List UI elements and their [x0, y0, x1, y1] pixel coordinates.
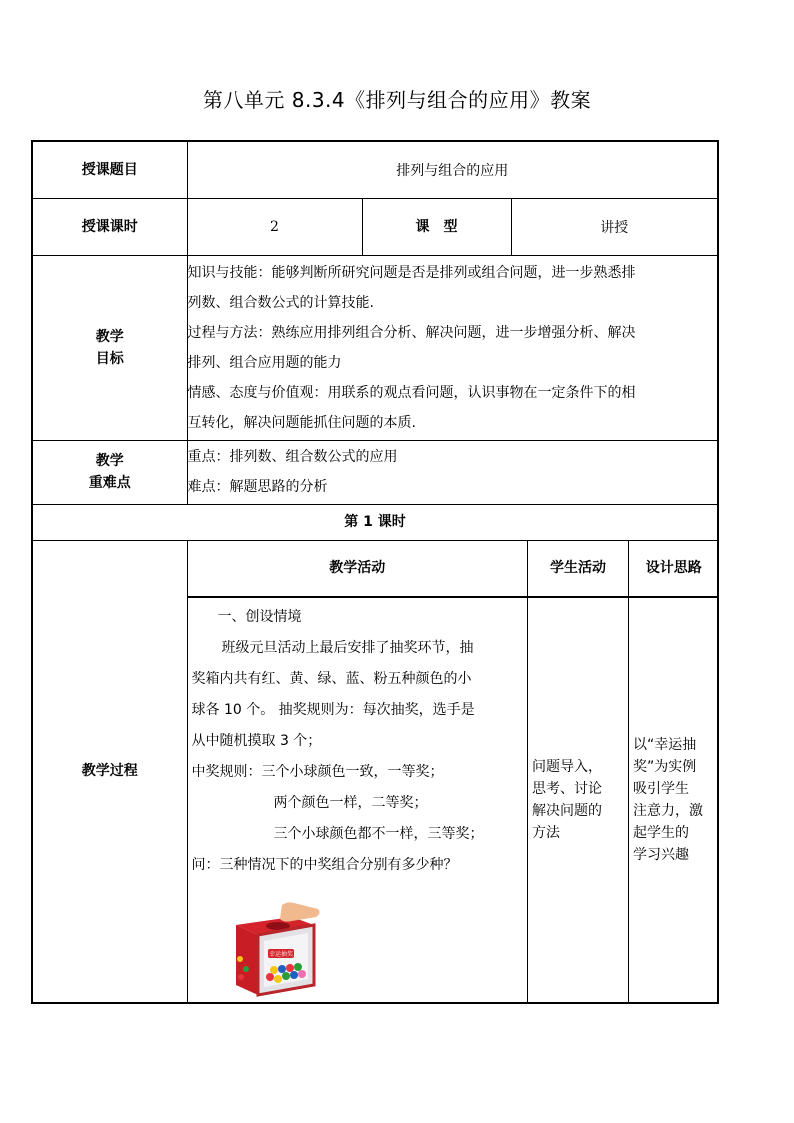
process-row [32, 540, 718, 1003]
activity-header: 教学活动 [188, 541, 528, 597]
student-line: 思考、讨论 [532, 780, 602, 797]
page-title: 第八单元 8.3.4《排列与组合的应用》教案 [202, 88, 592, 112]
lesson-plan-table [31, 140, 719, 1004]
lottery-box-image [230, 899, 320, 999]
activity-line: 中奖规则：三个小球颜色一致，一等奖； [191, 763, 444, 780]
hours-label: 授课课时 [32, 198, 187, 255]
topic-row [32, 141, 718, 198]
student-line: 解决问题的 [532, 802, 602, 819]
design-line: 起学生的 [633, 824, 689, 841]
key-point-line: 重点：排列数、组合数公式的应用 [187, 449, 398, 465]
design-line: 吸引学生 [633, 780, 689, 797]
process-label: 教学过程 [32, 540, 187, 1003]
lottery-box-icon [230, 899, 320, 999]
key-points-content [187, 440, 718, 504]
process-cell [187, 540, 718, 1003]
student-line: 方法 [532, 824, 560, 841]
goals-line: 情感、态度与价值观：用联系的观点看问题，认识事物在一定条件下的相 [187, 384, 636, 401]
activity-line: 从中随机摸取 3 个； [191, 732, 322, 749]
type-value: 讲授 [511, 198, 718, 255]
design-thinking [629, 597, 719, 1002]
activity-line: 问：三种情况下的中奖组合分别有多少种？ [191, 856, 458, 873]
session-label: 第 1 课时 [32, 504, 718, 540]
session-row [32, 504, 718, 540]
goals-line: 互转化，解决问题能抓住问题的本质. [187, 414, 416, 431]
activity-content [188, 597, 528, 1002]
student-activity [528, 597, 629, 1002]
student-header: 学生活动 [528, 541, 629, 597]
key-points-label-line2: 重难点 [88, 475, 131, 491]
goals-label [32, 255, 187, 440]
goals-line: 过程与方法：熟练应用排列组合分析、解决问题，进一步增强分析、解决 [187, 324, 636, 341]
key-points-label [32, 440, 187, 504]
type-label: 课 型 [362, 198, 511, 255]
design-line: 以“幸运抽 [633, 736, 697, 753]
activity-line: 奖箱内共有红、黄、绿、蓝、粉五种颜色的小 [191, 670, 472, 687]
design-line: 学习兴趣 [633, 846, 689, 863]
design-header: 设计思路 [629, 541, 719, 597]
activity-line: 球各 10 个。 抽奖规则为：每次抽奖，选手是 [191, 701, 475, 718]
key-points-row [32, 440, 718, 504]
hours-row [32, 198, 718, 255]
key-points-label-line1: 教学 [95, 453, 124, 469]
activity-heading: 一、创设情境 [217, 608, 302, 625]
key-point-line: 难点：解题思路的分析 [187, 479, 328, 495]
activity-line: 班级元旦活动上最后安排了抽奖环节，抽 [221, 639, 474, 656]
activity-line: 三个小球颜色都不一样，三等奖； [273, 825, 484, 842]
student-line: 问题导入， [532, 758, 602, 775]
activity-line: 两个颜色一样，二等奖； [273, 794, 428, 811]
goals-row [32, 255, 718, 440]
process-inner-table [188, 541, 719, 1002]
goals-label-line2: 目标 [95, 350, 124, 367]
design-line: 奖”为实例 [633, 758, 697, 775]
hours-value: 2 [187, 198, 362, 255]
design-line: 注意力，激 [633, 802, 703, 819]
goals-content [187, 255, 718, 440]
topic-label: 授课题目 [32, 141, 187, 198]
goals-label-line1: 教学 [95, 328, 124, 345]
goals-line: 知识与技能：能够判断所研究问题是否是排列或组合问题，进一步熟悉排 [187, 264, 636, 281]
goals-line: 排列、组合应用题的能力 [187, 354, 342, 371]
topic-value: 排列与组合的应用 [187, 141, 718, 198]
goals-line: 列数、组合数公式的计算技能. [187, 294, 374, 311]
box-label: 幸运抽奖 [268, 950, 293, 958]
